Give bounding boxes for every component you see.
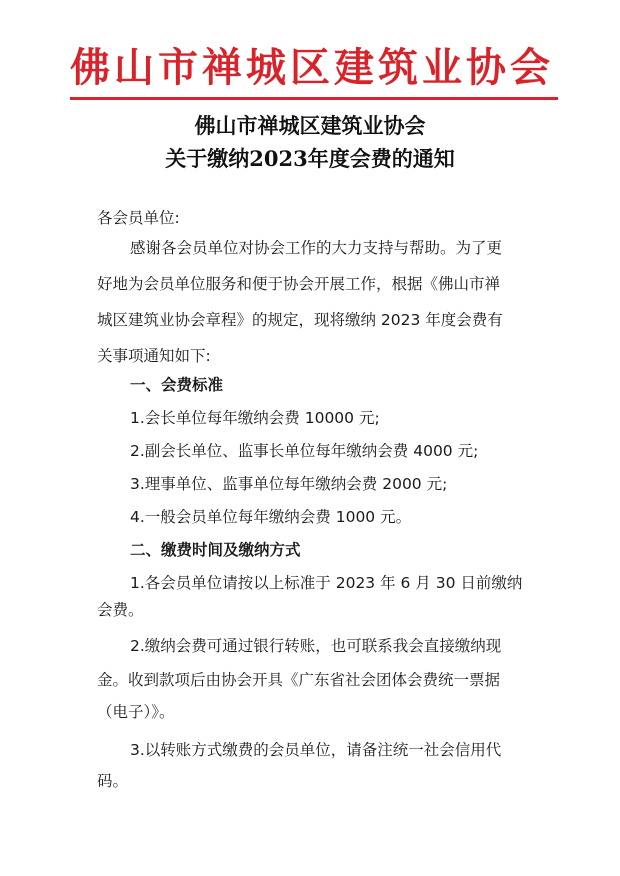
notice-title-line2: 关于缴纳2023年度会费的通知: [165, 146, 455, 171]
section2-heading: 二、缴费时间及缴纳方式: [130, 541, 301, 559]
section2-item-2-line-2: 金。收到款项后由协会开具《广东省社会团体会费统一票据: [97, 671, 501, 689]
salutation: 各会员单位:: [97, 209, 180, 227]
intro-line-1: 感谢各会员单位对协会工作的大力支持与帮助。为了更: [130, 239, 503, 257]
section1-item-4: 4.一般会员单位每年缴纳会费 1000 元。: [130, 508, 412, 526]
letterhead-org-name: 佛山市禅城区建筑业协会: [70, 44, 554, 91]
intro-line-2: 好地为会员单位服务和便于协会开展工作，根据《佛山市禅: [97, 275, 501, 293]
section1-item-3: 3.理事单位、监事单位每年缴纳会费 2000 元;: [130, 475, 448, 493]
section2-item-2-line-1: 2.缴纳会费可通过银行转账，也可联系我会直接缴纳现: [130, 637, 502, 655]
section2-item-3-line-1: 3.以转账方式缴费的会员单位，请备注统一社会信用代: [130, 741, 502, 759]
section1-item-2: 2.副会长单位、监事长单位每年缴纳会费 4000 元;: [130, 442, 479, 460]
intro-line-3: 城区建筑业协会章程》的规定，现将缴纳 2023 年度会费有: [97, 311, 503, 329]
letterhead-red-rule: [70, 97, 558, 100]
section2-item-3-line-2: 码。: [97, 772, 129, 790]
section1-heading: 一、会费标准: [130, 376, 224, 394]
section2-item-1-line-2: 会费。: [97, 601, 144, 619]
intro-line-4: 关事项通知如下:: [97, 347, 211, 365]
section2-item-1-line-1: 1.各会员单位请按以上标准于 2023 年 6 月 30 日前缴纳: [130, 574, 523, 592]
notice-title-line1: 佛山市禅城区建筑业协会: [194, 113, 426, 138]
section1-item-1: 1.会长单位每年缴纳会费 10000 元;: [130, 409, 380, 427]
section2-item-2-line-3: （电子）》。: [97, 703, 175, 721]
